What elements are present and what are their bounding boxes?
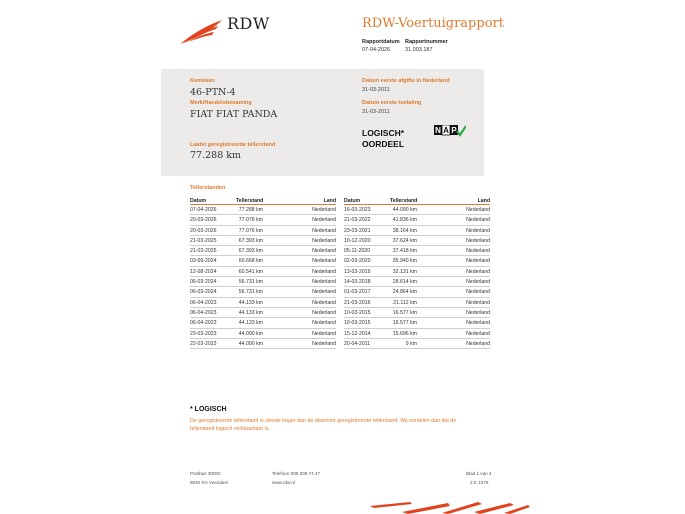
cell-tellerstand: 9 km (405, 340, 417, 347)
table-row (190, 246, 336, 256)
merk-value: FIAT FIAT PANDA (190, 109, 278, 120)
table-row (344, 256, 490, 266)
table-row (190, 215, 336, 225)
svg-text:A: A (443, 126, 449, 135)
header-tellerstand: Tellerstand (236, 198, 264, 204)
table-row (190, 236, 336, 246)
cell-tellerstand: 37.418 km (392, 248, 417, 255)
table-row (190, 308, 336, 318)
footer-postbus: Postbus 30000 (190, 471, 221, 476)
cell-tellerstand: 44.133 km (238, 299, 263, 306)
cell-land: Nederland (466, 340, 490, 347)
cell-land: Nederland (312, 207, 336, 213)
cell-land: Nederland (466, 289, 490, 296)
cell-land: Nederland (466, 330, 490, 337)
tellerstanden-table-right (344, 196, 490, 349)
cell-tellerstand: 67.393 km (238, 237, 263, 244)
tellerstanden-table-left (190, 196, 336, 349)
report-number-label: Rapportnummer (405, 39, 448, 45)
cell-land: Nederland (312, 248, 336, 255)
cell-tellerstand: 28.614 km (392, 279, 417, 286)
cell-tellerstand: 67.393 km (238, 248, 263, 255)
header-tellerstand: Tellerstand (390, 198, 418, 204)
cell-datum: 06-04-2023 (190, 320, 217, 327)
cell-tellerstand: 16.577 km (392, 320, 417, 327)
table-row (190, 318, 336, 328)
datum-nl-value: 31-03-2011 (362, 87, 390, 93)
footer-web: www.rdw.nl (272, 480, 295, 485)
cell-tellerstand: 16.577 km (392, 309, 417, 316)
cell-land: Nederland (312, 289, 336, 296)
table-row (344, 236, 490, 246)
cell-datum: 01-03-2017 (344, 289, 371, 296)
datum-nl-label: Datum eerste afgifte in Nederland (362, 78, 450, 84)
table-row (344, 339, 490, 349)
svg-text:N: N (435, 126, 441, 135)
cell-land: Nederland (466, 227, 490, 234)
footer-city: 9640 RA Veendam (190, 480, 229, 485)
cell-tellerstand: 32.131 km (392, 268, 417, 275)
cell-land: Nederland (466, 299, 490, 306)
brand-name: RDW (227, 14, 270, 33)
report-title: RDW-Voertuigrapport (362, 16, 504, 31)
cell-datum: 06-04-2023 (190, 299, 217, 306)
cell-tellerstand: 60.668 km (238, 258, 263, 265)
cell-datum: 21-03-2025 (190, 248, 217, 255)
cell-land: Nederland (312, 279, 336, 286)
footer-phone: Telefoon 088 008 74 47 (272, 471, 321, 476)
table-row (344, 308, 490, 318)
cell-datum: 06-03-2024 (190, 279, 217, 286)
cell-datum: 10-03-2015 (344, 309, 371, 316)
cell-land: Nederland (466, 237, 490, 244)
footer-page: Blad 1 van 4 (466, 471, 492, 476)
cell-datum: 12-08-2024 (190, 268, 217, 275)
svg-text:P: P (451, 126, 457, 135)
footnote-title: * LOGISCH (190, 406, 227, 413)
table-row (190, 339, 336, 349)
table-row (190, 267, 336, 277)
footer-code: 3 E 1679 (470, 480, 489, 485)
cell-land: Nederland (466, 207, 490, 213)
cell-tellerstand: 38.164 km (392, 227, 417, 234)
table-header-row (190, 196, 336, 205)
cell-datum: 15-12-2014 (344, 330, 371, 337)
cell-tellerstand: 77.288 km (238, 207, 263, 213)
cell-tellerstand: 35.940 km (392, 258, 417, 265)
cell-land: Nederland (312, 237, 336, 244)
nap-logo-icon (434, 125, 466, 138)
cell-datum: 03-09-2024 (190, 258, 217, 265)
table-row (344, 215, 490, 225)
merk-label: Merk/Handelsbenaming (190, 100, 252, 106)
oordeel-verdict (362, 128, 404, 150)
table-row (344, 226, 490, 236)
cell-tellerstand: 77.076 km (238, 217, 263, 224)
cell-tellerstand: 44.133 km (238, 309, 263, 316)
cell-land: Nederland (312, 340, 336, 347)
table-row (344, 267, 490, 277)
cell-datum: 21-03-2022 (344, 217, 371, 224)
cell-land: Nederland (466, 268, 490, 275)
datum-toelating-value: 31-03-2011 (362, 109, 390, 115)
decorative-stripes-icon (370, 500, 530, 514)
cell-datum: 23-03-2021 (344, 227, 371, 234)
table-row (190, 277, 336, 287)
cell-datum: 10-12-2020 (344, 237, 371, 244)
tellerstanden-title: Tellerstanden (190, 185, 226, 191)
cell-land: Nederland (466, 217, 490, 224)
cell-land: Nederland (466, 258, 490, 265)
footnote-text: De geregistreerde tellerstand is steeds hoger dan de daarvoor geregistreerde tellerstand. Wij oordelen dan dat de tellerstand logisch verklaarbaar is. (190, 418, 457, 432)
cell-tellerstand: 24.864 km (392, 289, 417, 296)
table-row (344, 298, 490, 308)
cell-datum: 06-03-2024 (190, 289, 217, 296)
report-date-label: Rapportdatum (362, 39, 400, 45)
table-row (344, 246, 490, 256)
cell-tellerstand: 15.696 km (392, 330, 417, 337)
datum-toelating-label: Datum eerste toelating (362, 100, 422, 106)
report-number-value: 31.003.187 (405, 47, 433, 53)
cell-tellerstand: 77.076 km (238, 227, 263, 234)
cell-tellerstand: 41.836 km (392, 217, 417, 224)
cell-land: Nederland (466, 279, 490, 286)
cell-datum: 23-03-2023 (190, 330, 217, 337)
cell-tellerstand: 21.112 km (393, 299, 417, 306)
kenteken-label: Kenteken (190, 78, 215, 84)
oordeel-line-1: LOGISCH* (362, 128, 405, 138)
cell-tellerstand: 44.090 km (392, 207, 417, 213)
cell-datum: 20-03-2026 (190, 227, 217, 234)
cell-tellerstand: 44.133 km (238, 320, 263, 327)
cell-datum: 14-03-2018 (344, 279, 371, 286)
cell-land: Nederland (312, 268, 336, 275)
cell-land: Nederland (312, 258, 336, 265)
cell-land: Nederland (312, 227, 336, 234)
cell-datum: 13-03-2019 (344, 268, 371, 275)
cell-datum: 05-11-2020 (344, 248, 371, 255)
header-datum: Datum (344, 198, 361, 204)
cell-land: Nederland (466, 248, 490, 255)
cell-land: Nederland (312, 217, 336, 224)
table-row (190, 329, 336, 339)
table-row (190, 287, 336, 297)
table-row (344, 318, 490, 328)
cell-tellerstand: 56.731 km (238, 289, 263, 296)
cell-datum: 21-03-2025 (190, 237, 217, 244)
rdw-logo-icon (178, 16, 224, 46)
kenteken-value: 46-PTN-4 (190, 87, 236, 98)
cell-tellerstand: 44.090 km (238, 330, 263, 337)
cell-datum: 22-03-2023 (190, 340, 217, 347)
header-datum: Datum (190, 198, 207, 204)
cell-datum: 21-03-2016 (344, 299, 371, 306)
table-header-row (344, 196, 490, 205)
table-row (344, 277, 490, 287)
cell-datum: 10-03-2015 (344, 320, 371, 327)
cell-tellerstand: 56.731 km (238, 279, 263, 286)
table-row (190, 298, 336, 308)
tellerstand-label: Laatst geregistreerde tellerstand (190, 142, 276, 148)
cell-tellerstand: 44.090 km (238, 340, 263, 347)
cell-land: Nederland (466, 309, 490, 316)
cell-tellerstand: 37.624 km (392, 237, 417, 244)
table-row (344, 329, 490, 339)
cell-land: Nederland (312, 309, 336, 316)
oordeel-line-2: OORDEEL (362, 139, 405, 149)
cell-land: Nederland (312, 330, 336, 337)
report-date-value: 07-04-2026 (362, 47, 391, 53)
cell-tellerstand: 60.541 km (238, 268, 263, 275)
cell-datum: 06-04-2023 (190, 309, 217, 316)
table-row (190, 226, 336, 236)
cell-datum: 07-04-2026 (190, 207, 217, 213)
table-row (344, 287, 490, 297)
cell-land: Nederland (312, 299, 336, 306)
cell-land: Nederland (312, 320, 336, 327)
table-row (190, 256, 336, 266)
cell-datum: 02-03-2020 (344, 258, 371, 265)
table-row (190, 205, 336, 215)
header-land: Land (323, 198, 336, 204)
header-land: Land (477, 198, 490, 204)
cell-datum: 20-04-2011 (344, 340, 371, 347)
table-row (344, 205, 490, 215)
tellerstand-value: 77.288 km (190, 150, 242, 161)
cell-datum: 16-03-2023 (344, 207, 371, 213)
cell-datum: 20-03-2026 (190, 217, 217, 224)
cell-land: Nederland (466, 320, 490, 327)
